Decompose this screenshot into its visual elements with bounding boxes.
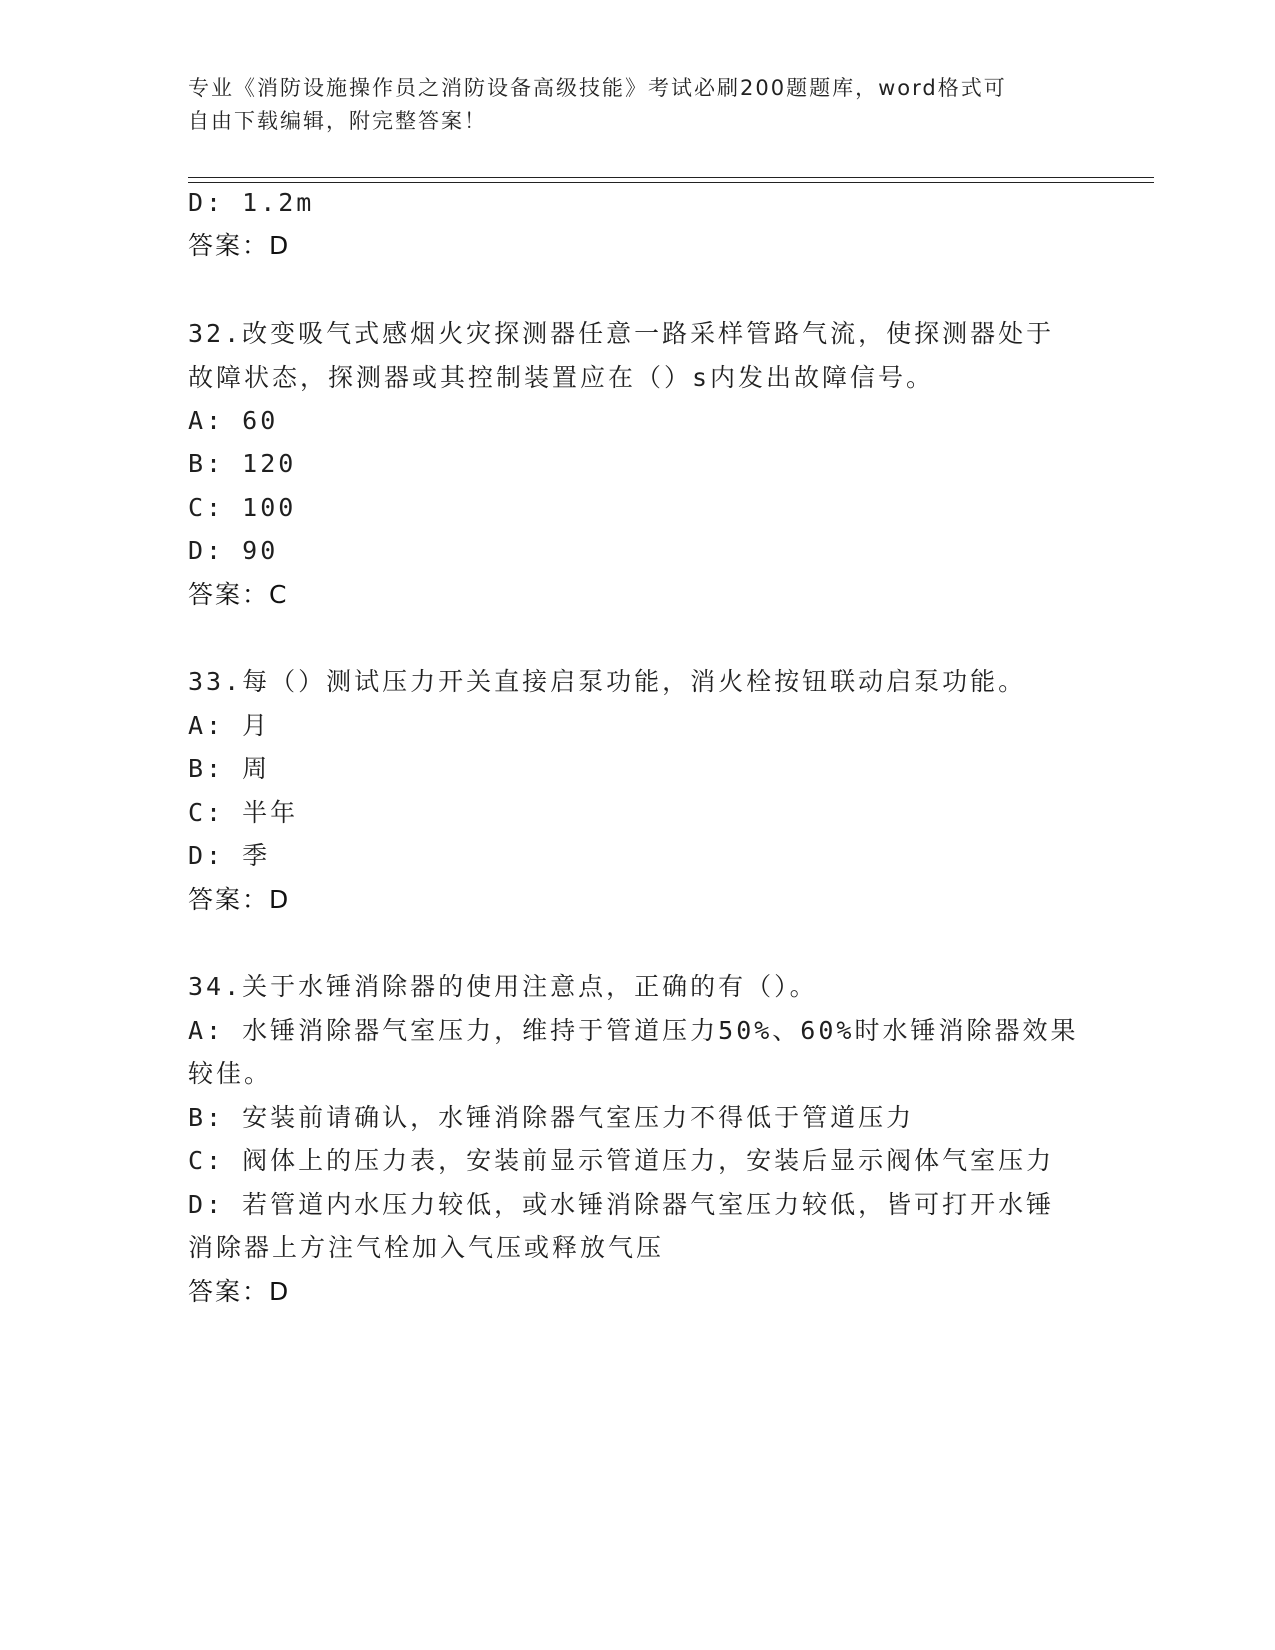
header-title-line-2: 自由下载编辑，附完整答案！ (188, 109, 487, 133)
header-title-line-1: 专业《消防设施操作员之消防设备高级技能》考试必刷200题题库，word格式可 (188, 76, 1007, 100)
q32-stem-line-2: 故障状态，探测器或其控制装置应在（）s内发出故障信号。 (188, 363, 935, 392)
q33-option-b: B: 周 (188, 754, 271, 783)
q33-option-c: C: 半年 (188, 798, 299, 827)
q33-option-d: D: 季 (188, 841, 271, 870)
prev-answer: 答案：D (188, 231, 291, 260)
q34-option-d-line-2: 消除器上方注气栓加入气压或释放气压 (188, 1233, 665, 1262)
q32-option-c: C: 100 (188, 493, 297, 522)
q34-option-c: C: 阀体上的压力表，安装前显示管道压力，安装后显示阀体气室压力 (188, 1146, 1055, 1175)
prev-option-d: D: 1.2m (188, 188, 315, 217)
q33-answer: 答案：D (188, 885, 291, 914)
q32-answer: 答案：C (188, 580, 289, 609)
q34-option-a-line-1: A: 水锤消除器气室压力，维持于管道压力50%、60%时水锤消除器效果 (188, 1016, 1079, 1045)
q33-stem-line-1: 33.每（）测试压力开关直接启泵功能，消火栓按钮联动启泵功能。 (188, 667, 1027, 696)
q32-stem-line-1: 32.改变吸气式感烟火灾探测器任意一路采样管路气流，使探测器处于 (188, 319, 1055, 348)
q34-option-d-line-1: D: 若管道内水压力较低，或水锤消除器气室压力较低，皆可打开水锤 (188, 1190, 1055, 1219)
q34-option-b: B: 安装前请确认，水锤消除器气室压力不得低于管道压力 (188, 1103, 915, 1132)
q34-option-a-line-2: 较佳。 (188, 1059, 273, 1088)
page-header (188, 72, 1088, 138)
header-divider-bottom (188, 182, 1154, 183)
q32-option-a: A: 60 (188, 406, 279, 435)
q32-option-b: B: 120 (188, 449, 297, 478)
header-divider-top (188, 177, 1154, 178)
q33-option-a: A: 月 (188, 711, 271, 740)
q32-option-d: D: 90 (188, 536, 279, 565)
q34-stem-line-1: 34.关于水锤消除器的使用注意点，正确的有（）。 (188, 972, 818, 1001)
q34-answer: 答案：D (188, 1277, 291, 1306)
